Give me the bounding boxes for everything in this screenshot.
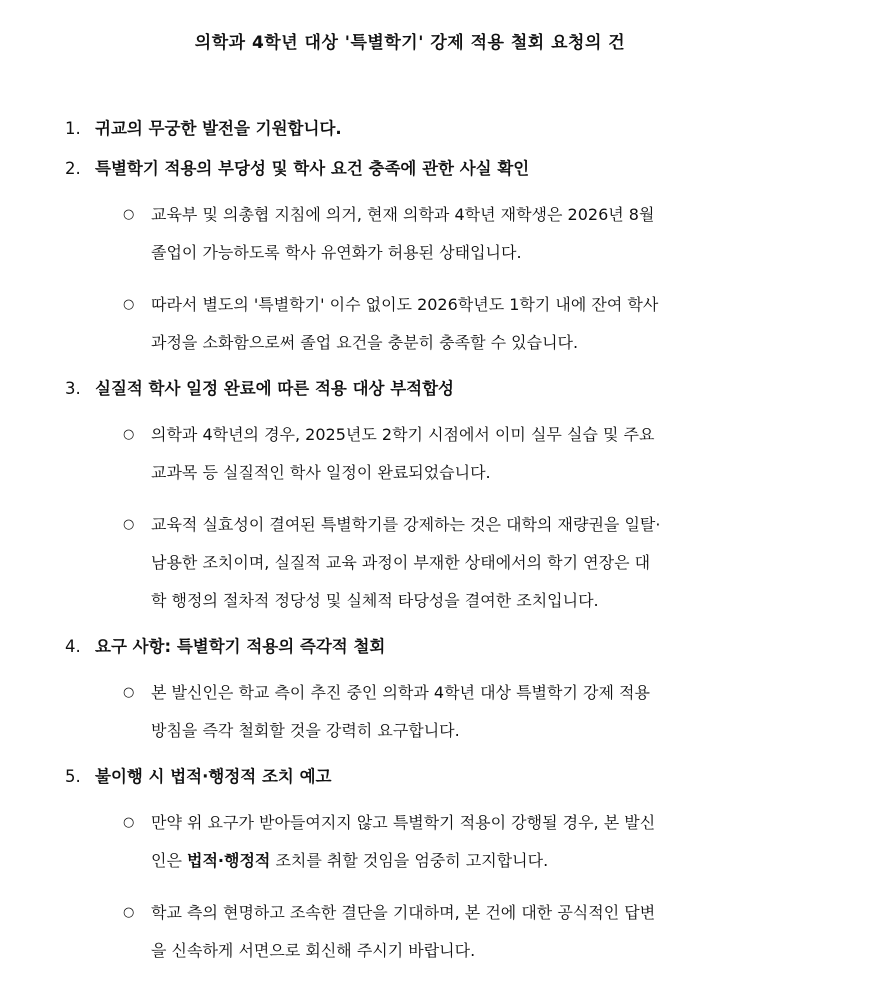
section-heading-text: 불이행 시 법적·행정적 조치 예고 — [95, 767, 332, 786]
section-1 — [65, 116, 785, 142]
bullet-text — [151, 416, 785, 492]
section-heading-text: 요구 사항: 특별학기 적용의 즉각적 철회 — [95, 637, 386, 656]
text-line: 의학과 4학년의 경우, 2025년도 2학기 시점에서 이미 실무 실습 및 주요 — [151, 425, 655, 444]
section-heading-text: 실질적 학사 일정 완료에 따른 적용 대상 부적합성 — [95, 379, 454, 398]
bullet-text — [151, 674, 785, 750]
bullet-item — [123, 804, 785, 880]
bullet-text — [151, 804, 785, 880]
section-number: 1. — [65, 119, 81, 138]
section-heading — [65, 376, 785, 402]
section-heading — [65, 634, 785, 660]
bullet-item — [123, 286, 785, 362]
text-line: 만약 위 요구가 받아들여지지 않고 특별학기 적용이 강행될 경우, 본 발신 — [151, 813, 656, 832]
bullet-item — [123, 416, 785, 492]
text-line: 교과목 등 실질적인 학사 일정이 완료되었습니다. — [151, 463, 491, 482]
text-line: 졸업이 가능하도록 학사 유연화가 허용된 상태입니다. — [151, 243, 522, 262]
bullet-list — [65, 196, 785, 362]
bullet-text — [151, 894, 785, 970]
section-number: 5. — [65, 767, 81, 786]
text-line: 남용한 조치이며, 실질적 교육 과정이 부재한 상태에서의 학기 연장은 대 — [151, 553, 651, 572]
text-line: 과정을 소화함으로써 졸업 요건을 충분히 충족할 수 있습니다. — [151, 333, 579, 352]
text-line: 교육적 실효성이 결여된 특별학기를 강제하는 것은 대학의 재량권을 일탈· — [151, 515, 661, 534]
bullet-text — [151, 196, 785, 272]
section-heading — [65, 764, 785, 790]
text-line: 방침을 즉각 철회할 것을 강력히 요구합니다. — [151, 721, 460, 740]
bullet-item — [123, 506, 785, 620]
section-heading — [65, 156, 785, 182]
section-4 — [65, 634, 785, 750]
section-heading — [65, 116, 785, 142]
document-title: 의학과 4학년 대상 '특별학기' 강제 적용 철회 요청의 건 — [194, 33, 626, 53]
bullet-item — [123, 894, 785, 970]
emphasized-text: 법적·행정적 — [187, 851, 271, 870]
section-number: 2. — [65, 159, 81, 178]
section-3 — [65, 376, 785, 620]
section-heading-text: 특별학기 적용의 부당성 및 학사 요건 충족에 관한 사실 확인 — [95, 159, 530, 178]
bullet-circle-icon: ○ — [123, 685, 135, 700]
document-body — [65, 116, 785, 984]
bullet-circle-icon: ○ — [123, 427, 135, 442]
text-line: 을 신속하게 서면으로 회신해 주시기 바랍니다. — [151, 941, 476, 960]
section-number: 3. — [65, 379, 81, 398]
bullet-circle-icon: ○ — [123, 207, 135, 222]
bullet-circle-icon: ○ — [123, 905, 135, 920]
bullet-item — [123, 674, 785, 750]
bullet-list — [65, 804, 785, 970]
bullet-text — [151, 286, 785, 362]
bullet-text — [151, 506, 785, 620]
text-line: 학교 측의 현명하고 조속한 결단을 기대하며, 본 건에 대한 공식적인 답변 — [151, 903, 656, 922]
text-line: 인은 법적·행정적 조치를 취할 것임을 엄중히 고지합니다. — [151, 851, 549, 870]
section-number: 4. — [65, 637, 81, 656]
text-line: 교육부 및 의총협 지침에 의거, 현재 의학과 4학년 재학생은 2026년 8월 — [151, 205, 655, 224]
bullet-list — [65, 674, 785, 750]
section-2 — [65, 156, 785, 362]
bullet-list — [65, 416, 785, 620]
section-5 — [65, 764, 785, 970]
text-line: 본 발신인은 학교 측이 추진 중인 의학과 4학년 대상 특별학기 강제 적용 — [151, 683, 650, 702]
bullet-circle-icon: ○ — [123, 297, 135, 312]
bullet-circle-icon: ○ — [123, 815, 135, 830]
text-line: 따라서 별도의 '특별학기' 이수 없이도 2026학년도 1학기 내에 잔여 학사 — [151, 295, 659, 314]
section-heading-text: 귀교의 무궁한 발전을 기원합니다. — [95, 119, 342, 138]
bullet-item — [123, 196, 785, 272]
bullet-circle-icon: ○ — [123, 517, 135, 532]
text-line: 학 행정의 절차적 정당성 및 실체적 타당성을 결여한 조치입니다. — [151, 591, 599, 610]
